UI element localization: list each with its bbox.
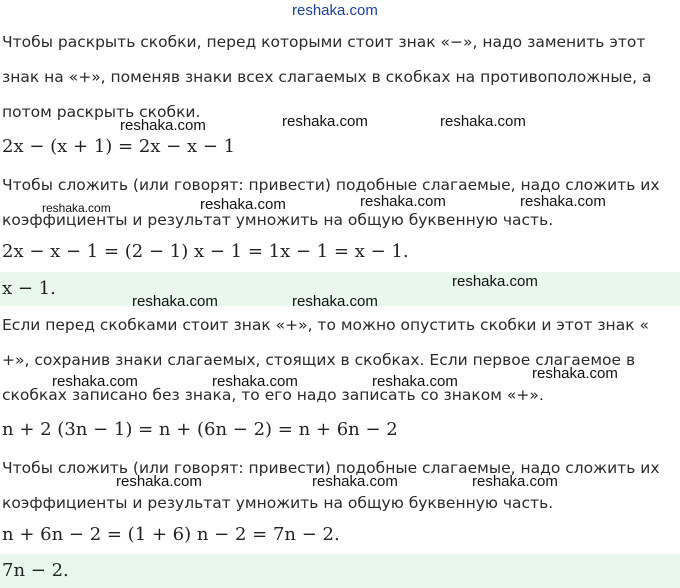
- watermark: reshaka.com: [132, 293, 218, 310]
- paragraph-1-line-2: знак на «+», поменяв знаки всех слагаемых в скобках на противоположные, а: [2, 68, 652, 86]
- watermark: reshaka.com: [282, 113, 368, 130]
- paragraph-2-line-1: Чтобы сложить (или говорят: привести) подобные слагаемые, надо сложить их: [2, 176, 660, 194]
- equation-1: 2x − (x + 1) = 2x − x − 1: [2, 136, 236, 157]
- paragraph-1-line-1: Чтобы раскрыть скобки, перед которыми стоит знак «−», надо заменить этот: [2, 33, 646, 51]
- paragraph-2-line-2: коэффициенты и результат умножить на общую буквенную часть.: [2, 211, 554, 229]
- equation-3: n + 2 (3n − 1) = n + (6n − 2) = n + 6n − 2: [2, 419, 398, 440]
- watermark: reshaka.com: [200, 196, 286, 213]
- paragraph-1-line-3: потом раскрыть скобки.: [2, 103, 201, 121]
- answer-2: 7n − 2.: [2, 560, 69, 581]
- watermark: reshaka.com: [372, 373, 458, 390]
- equation-4: n + 6n − 2 = (1 + 6) n − 2 = 7n − 2.: [2, 524, 340, 545]
- paragraph-3-line-1: Если перед скобками стоит знак «+», то можно опустить скобки и этот знак «: [2, 316, 649, 334]
- watermark: reshaka.com: [472, 473, 558, 490]
- watermark: reshaka.com: [52, 373, 138, 390]
- watermark: reshaka.com: [120, 117, 206, 134]
- watermark: reshaka.com: [212, 373, 298, 390]
- watermark: reshaka.com: [360, 193, 446, 210]
- equation-2: 2x − x − 1 = (2 − 1) x − 1 = 1x − 1 = x − 1.: [2, 241, 409, 262]
- watermark: reshaka.com: [312, 473, 398, 490]
- watermark-top[interactable]: reshaka.com: [292, 2, 378, 19]
- watermark: reshaka.com: [116, 473, 202, 490]
- watermark: reshaka.com: [532, 365, 618, 382]
- paragraph-3-line-3: скобках записано без знака, то его надо записать со знаком «+».: [2, 386, 544, 404]
- watermark: reshaka.com: [520, 193, 606, 210]
- watermark: reshaka.com: [42, 201, 111, 215]
- answer-box-2: [0, 554, 680, 588]
- watermark: reshaka.com: [452, 273, 538, 290]
- paragraph-4-line-2: коэффициенты и результат умножить на общую буквенную часть.: [2, 494, 554, 512]
- watermark: reshaka.com: [440, 113, 526, 130]
- paragraph-3-line-2: +», сохранив знаки слагаемых, стоящих в скобках. Если первое слагаемое в: [2, 351, 636, 369]
- paragraph-4-line-1: Чтобы сложить (или говорят: привести) подобные слагаемые, надо сложить их: [2, 459, 660, 477]
- watermark: reshaka.com: [292, 293, 378, 310]
- answer-1: x − 1.: [2, 278, 56, 299]
